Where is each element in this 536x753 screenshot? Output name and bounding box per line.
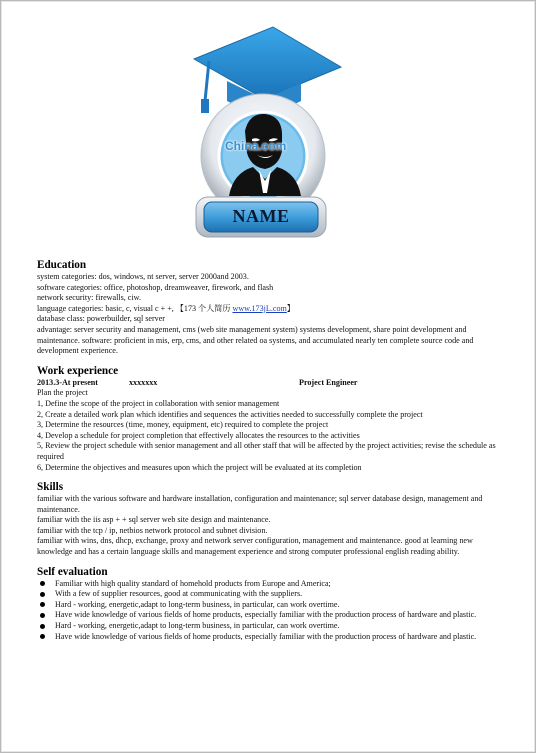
- education-line: system categories: dos, windows, nt server, server 2000and 2003.: [37, 272, 249, 281]
- list-item: Have wide knowledge of various fields of home products, especially familiar with the production process of hardware and plastic.: [37, 632, 509, 643]
- language-line: [37, 304, 509, 315]
- work-line: Plan the project: [37, 388, 88, 398]
- job-position: Project Engineer: [299, 377, 358, 387]
- skills-line: familiar with the various software and hardware installation, configuration and maintenance; sql server database design, management and maintenance.: [37, 494, 483, 514]
- work-section: [37, 365, 509, 473]
- skills-line: familiar with the tcp / ip, netbios network protocol and subnet division.: [37, 525, 268, 535]
- skills-title: Skills: [37, 481, 64, 494]
- self-evaluation-list: [37, 579, 509, 643]
- list-item: Hard - working, energetic,adapt to long-term business, in particular, can work overtime.: [37, 600, 509, 611]
- resume-content: [37, 259, 509, 650]
- self-evaluation-section: [37, 566, 509, 643]
- job-period: 2013.3-At present: [37, 377, 98, 387]
- work-line: 5, Review the project schedule with senior management and all other staff that will be affected by the project activities; revise the schedule as required: [37, 441, 496, 461]
- education-line: software categories: office, photoshop, dreamweaver, firework, and flash: [37, 282, 274, 292]
- skills-section: [37, 481, 509, 558]
- name-label: NAME: [232, 206, 290, 226]
- list-item: With a few of supplier resources, good at communicating with the suppliers.: [37, 589, 509, 600]
- language-suffix: 】: [286, 303, 295, 313]
- job-company: xxxxxxx: [129, 377, 158, 387]
- education-line: advantage: server security and management, cms (web site management system) systems development, share point development and maintenance. software: proficient in mis, erp, cms, and other related oa systems, and accumulated nearly ten complete source code and development experience.: [37, 324, 474, 356]
- work-line: 6, Determine the objectives and measures upon which the project will be evaluated at its completion: [37, 462, 362, 472]
- list-item: Hard - working, energetic,adapt to long-term business, in particular, can work overtime.: [37, 621, 509, 632]
- education-section: [37, 259, 509, 357]
- work-line: 2, Create a detailed work plan which identifies and sequences the activities needed to successfully complete the project: [37, 409, 423, 419]
- work-line: 3, Determine the resources (time, money, equipment, etc) required to complete the project: [37, 420, 329, 430]
- list-item: Familiar with high quality standard of homehold products from Europe and America;: [37, 579, 509, 590]
- work-line: 4, Develop a schedule for project completion that effectively allocates the resources to the activities: [37, 430, 360, 440]
- self-evaluation-title: Self evaluation: [37, 565, 108, 578]
- header-graphic: [1, 1, 536, 246]
- work-line: 1, Define the scope of the project in collaboration with senior management: [37, 398, 280, 408]
- site-link[interactable]: www.173jL.com: [232, 303, 287, 313]
- work-title: Work experience: [37, 364, 119, 377]
- skills-line: familiar with wins, dns, dhcp, exchange, proxy and network server configuration, management and maintenance. good at learning new knowledge and has a certain language skills and management experience and strong computer professional english reading ability.: [37, 536, 473, 557]
- education-title: Education: [37, 259, 87, 271]
- job-header: [37, 378, 509, 389]
- language-prefix: language categories: basic, c, visual c + +, 【173 个人简历: [37, 303, 233, 313]
- education-line: database class: powerbuilder, sql server: [37, 314, 166, 324]
- list-item: Have wide knowledge of various fields of home products, especially familiar with the production process of hardware and plastic.: [37, 610, 509, 621]
- education-line: network security: firewalls, ciw.: [37, 293, 141, 303]
- watermark-text: China.com: [225, 139, 287, 153]
- skills-line: familiar with the iis asp + + sql server web site design and maintenance.: [37, 515, 271, 525]
